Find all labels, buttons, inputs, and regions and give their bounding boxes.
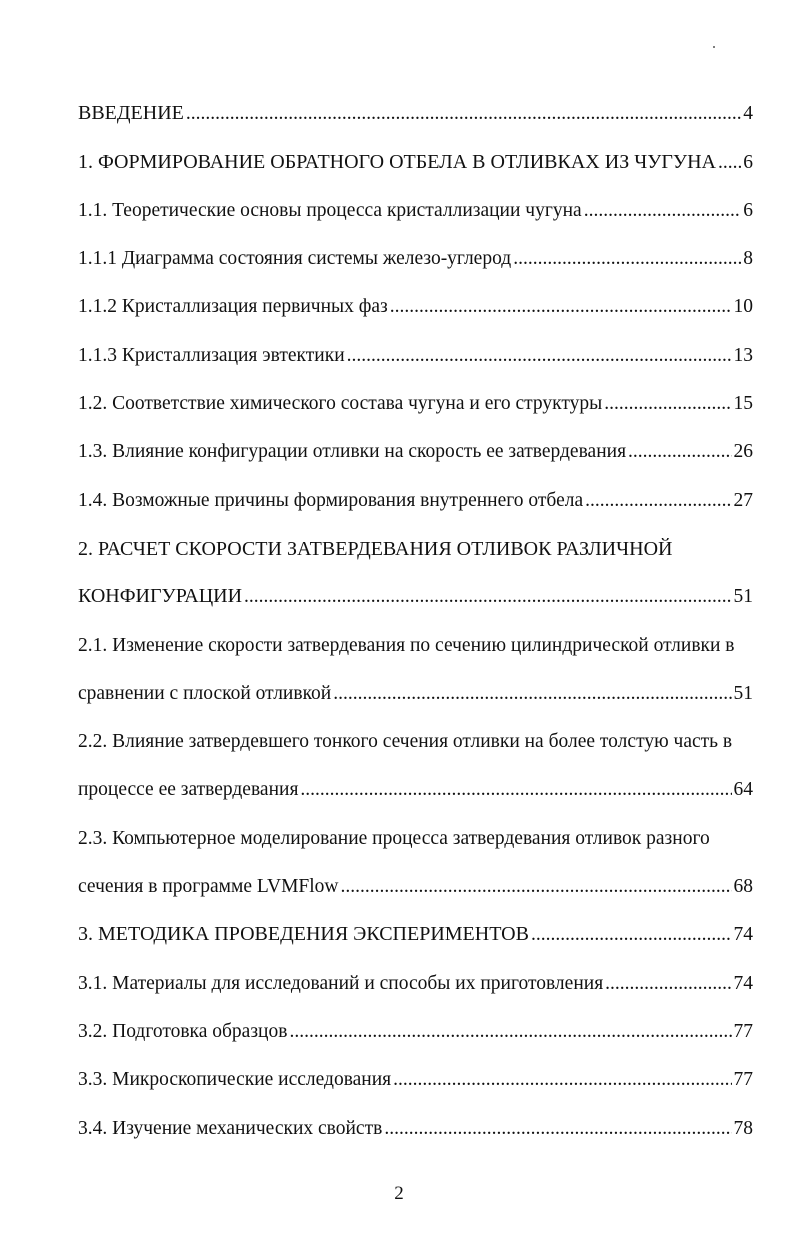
toc-entry-1-4[interactable] <box>78 464 753 512</box>
toc-entry-page: 74 <box>733 924 753 946</box>
toc-entry-title-line1: 2.3. Компьютерное моделирование процесса затвердевания отливок разного <box>78 827 710 849</box>
toc-entry-3-4[interactable] <box>78 1092 753 1140</box>
toc-entry-page: 6 <box>743 151 753 173</box>
toc-dot-leader <box>605 972 731 996</box>
toc-entry-page: 77 <box>733 1020 753 1042</box>
toc-entry-title: 1.4. Возможные причины формирования внутреннего отбела <box>78 489 584 511</box>
toc-entry-title: 1.1. Теоретические основы процесса кристаллизации чугуна <box>78 199 582 221</box>
toc-dot-leader <box>244 585 731 609</box>
toc-entry-title: 3.1. Материалы для исследований и способы их приготовления <box>78 972 604 994</box>
toc-entry-title-line2: сечения в программе LVMFlow <box>78 876 339 898</box>
toc-entry-page: 74 <box>733 972 753 994</box>
toc-dot-leader <box>186 102 741 126</box>
toc-dot-leader <box>584 199 742 223</box>
toc-entry-page: 77 <box>733 1069 753 1091</box>
toc-dot-leader <box>531 923 732 947</box>
toc-entry-title: 1.2. Соответствие химического состава чугуна и его структуры <box>78 393 603 415</box>
toc-entry-title: 3.3. Микроскопические исследования <box>78 1069 392 1091</box>
toc-entry-title: 1.1.1 Диаграмма состояния системы железо-углерод <box>78 248 512 270</box>
toc-entry-chapter-3[interactable] <box>78 899 753 947</box>
toc-entry-page: 4 <box>743 103 753 125</box>
toc-entry-page: 78 <box>733 1117 753 1139</box>
toc-entry-title-line2: КОНФИГУРАЦИИ <box>78 585 243 608</box>
toc-entry-page: 51 <box>733 586 753 608</box>
toc-entry-page: 10 <box>733 296 753 318</box>
toc-entry-title-line2: процессе ее затвердевания <box>78 779 299 801</box>
toc-entry-page: 64 <box>733 779 753 801</box>
toc-dot-leader <box>341 875 732 899</box>
toc-dot-leader <box>585 489 731 513</box>
toc-entry-chapter-2[interactable] <box>78 513 753 610</box>
toc-entry-page: 26 <box>733 441 753 463</box>
toc-dot-leader <box>513 247 741 271</box>
scan-speck <box>713 46 715 48</box>
toc-entry-2-1[interactable] <box>78 609 753 706</box>
toc-entry-introduction[interactable] <box>78 78 753 126</box>
toc-entry-title: 3.4. Изучение механических свойств <box>78 1117 383 1139</box>
toc-dot-leader <box>628 440 731 464</box>
toc-entry-page: 13 <box>733 344 753 366</box>
toc-entry-3-3[interactable] <box>78 1044 753 1092</box>
toc-entry-page: 51 <box>733 682 753 704</box>
toc-entry-chapter-1[interactable] <box>78 126 753 174</box>
toc-dot-leader <box>289 1020 731 1044</box>
toc-entry-page: 6 <box>743 199 753 221</box>
table-of-contents <box>78 78 753 1141</box>
toc-entry-page: 68 <box>733 876 753 898</box>
toc-entry-1-2[interactable] <box>78 368 753 416</box>
toc-entry-3-2[interactable] <box>78 996 753 1044</box>
toc-entry-title-line1: 2. РАСЧЕТ СКОРОСТИ ЗАТВЕРДЕВАНИЯ ОТЛИВОК РАЗЛИЧНОЙ <box>78 537 673 560</box>
toc-dot-leader <box>300 778 731 802</box>
toc-entry-title: 3. МЕТОДИКА ПРОВЕДЕНИЯ ЭКСПЕРИМЕНТОВ <box>78 923 529 946</box>
toc-entry-3-1[interactable] <box>78 947 753 995</box>
toc-dot-leader <box>333 682 731 706</box>
toc-entry-2-2[interactable] <box>78 706 753 803</box>
toc-entry-title-line1: 2.2. Влияние затвердевшего тонкого сечения отливки на более толстую часть в <box>78 731 733 753</box>
toc-entry-title: 3.2. Подготовка образцов <box>78 1020 288 1042</box>
toc-entry-2-3[interactable] <box>78 802 753 899</box>
toc-entry-1-1-1[interactable] <box>78 223 753 271</box>
toc-entry-page: 27 <box>733 489 753 511</box>
toc-entry-1-1[interactable] <box>78 175 753 223</box>
toc-dot-leader <box>347 344 732 368</box>
toc-dot-leader <box>390 295 732 319</box>
toc-entry-page: 8 <box>743 248 753 270</box>
toc-entry-title: 1.1.3 Кристаллизация эвтектики <box>78 344 345 366</box>
toc-entry-title-line2: сравнении с плоской отливкой <box>78 682 332 704</box>
toc-dot-leader <box>604 392 731 416</box>
toc-entry-title-line1: 2.1. Изменение скорости затвердевания по сечению цилиндрической отливки в <box>78 634 735 656</box>
toc-entry-1-1-3[interactable] <box>78 319 753 367</box>
toc-entry-1-1-2[interactable] <box>78 271 753 319</box>
toc-dot-leader <box>384 1117 731 1141</box>
toc-entry-title: 1. ФОРМИРОВАНИЕ ОБРАТНОГО ОТБЕЛА В ОТЛИВКАХ ИЗ ЧУГУНА <box>78 150 716 173</box>
toc-entry-page: 15 <box>733 393 753 415</box>
toc-dot-leader <box>718 151 741 175</box>
toc-entry-title: ВВЕДЕНИЕ <box>78 102 184 125</box>
toc-entry-title: 1.1.2 Кристаллизация первичных фаз <box>78 296 388 318</box>
page-number: 2 <box>394 1183 404 1204</box>
toc-dot-leader <box>393 1068 731 1092</box>
toc-entry-title: 1.3. Влияние конфигурации отливки на скорость ее затвердевания <box>78 441 627 463</box>
toc-entry-1-3[interactable] <box>78 416 753 464</box>
